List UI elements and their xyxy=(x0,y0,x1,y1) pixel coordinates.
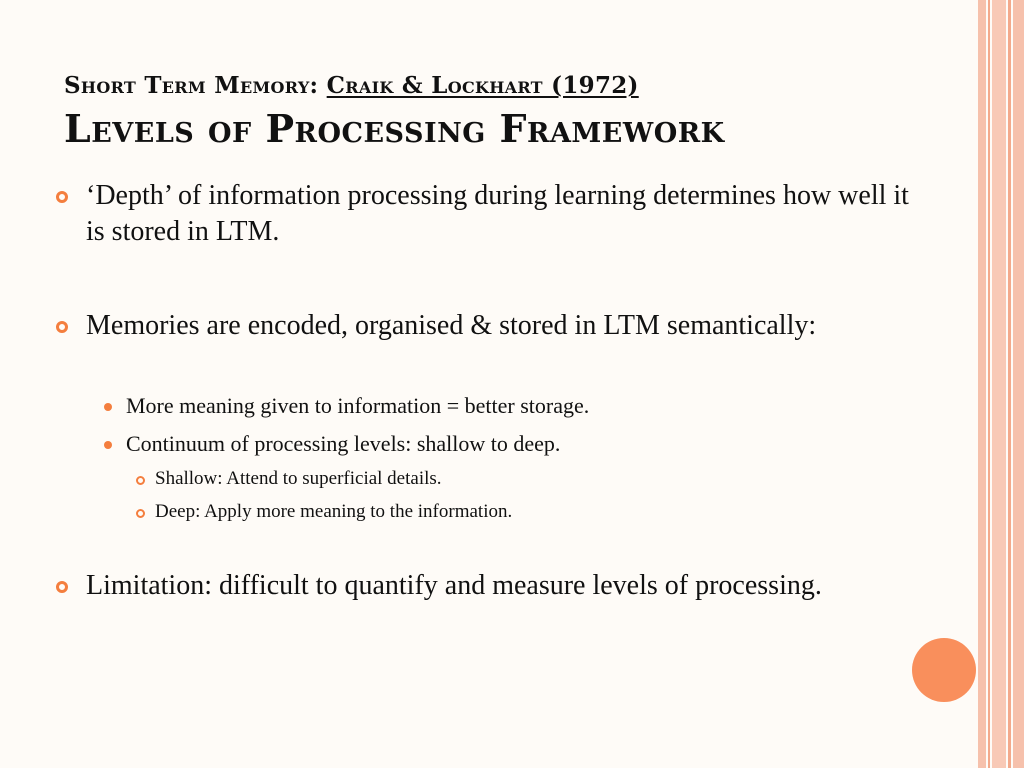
decorative-circle xyxy=(912,638,976,702)
bullet-text: Shallow: Attend to superficial details. xyxy=(155,468,442,489)
bullet-text: Memories are encoded, organised & stored in LTM semantically: xyxy=(86,310,817,341)
sub-sub-bullet-item xyxy=(155,499,915,525)
sub-bullet-item xyxy=(126,429,916,459)
ring-bullet-icon xyxy=(136,476,145,485)
bullet-text: Continuum of processing levels: shallow to deep. xyxy=(126,431,561,456)
ring-bullet-icon xyxy=(56,581,68,593)
ring-bullet-icon xyxy=(56,321,68,333)
dot-bullet-icon xyxy=(104,403,112,411)
bullet-item xyxy=(86,178,916,250)
bullet-item xyxy=(86,568,916,604)
sub-bullet-item xyxy=(126,391,916,421)
decorative-stripe xyxy=(1013,0,1024,768)
title-prefix: Short Term Memory: xyxy=(64,72,327,99)
decorative-stripe xyxy=(992,0,1006,768)
bullet-text: More meaning given to information = better storage. xyxy=(126,393,590,418)
sub-sub-bullet-item xyxy=(155,466,915,492)
ring-bullet-icon xyxy=(56,191,68,203)
bullet-text: Limitation: difficult to quantify and measure levels of processing. xyxy=(86,570,822,601)
bullet-text: ‘Depth’ of information processing during learning determines how well it is stored in LTM. xyxy=(86,180,909,247)
decorative-stripe xyxy=(1008,0,1011,768)
decorative-stripe xyxy=(988,0,990,768)
slide-title: Levels of Processing Framework xyxy=(64,106,725,151)
ring-bullet-icon xyxy=(136,509,145,518)
title-reference: Craik & Lockhart (1972) xyxy=(326,72,639,99)
slide-subtitle xyxy=(64,72,639,99)
bullet-text: Deep: Apply more meaning to the information. xyxy=(155,501,513,522)
bullet-item xyxy=(86,308,916,344)
dot-bullet-icon xyxy=(104,441,112,449)
decorative-stripe xyxy=(978,0,986,768)
